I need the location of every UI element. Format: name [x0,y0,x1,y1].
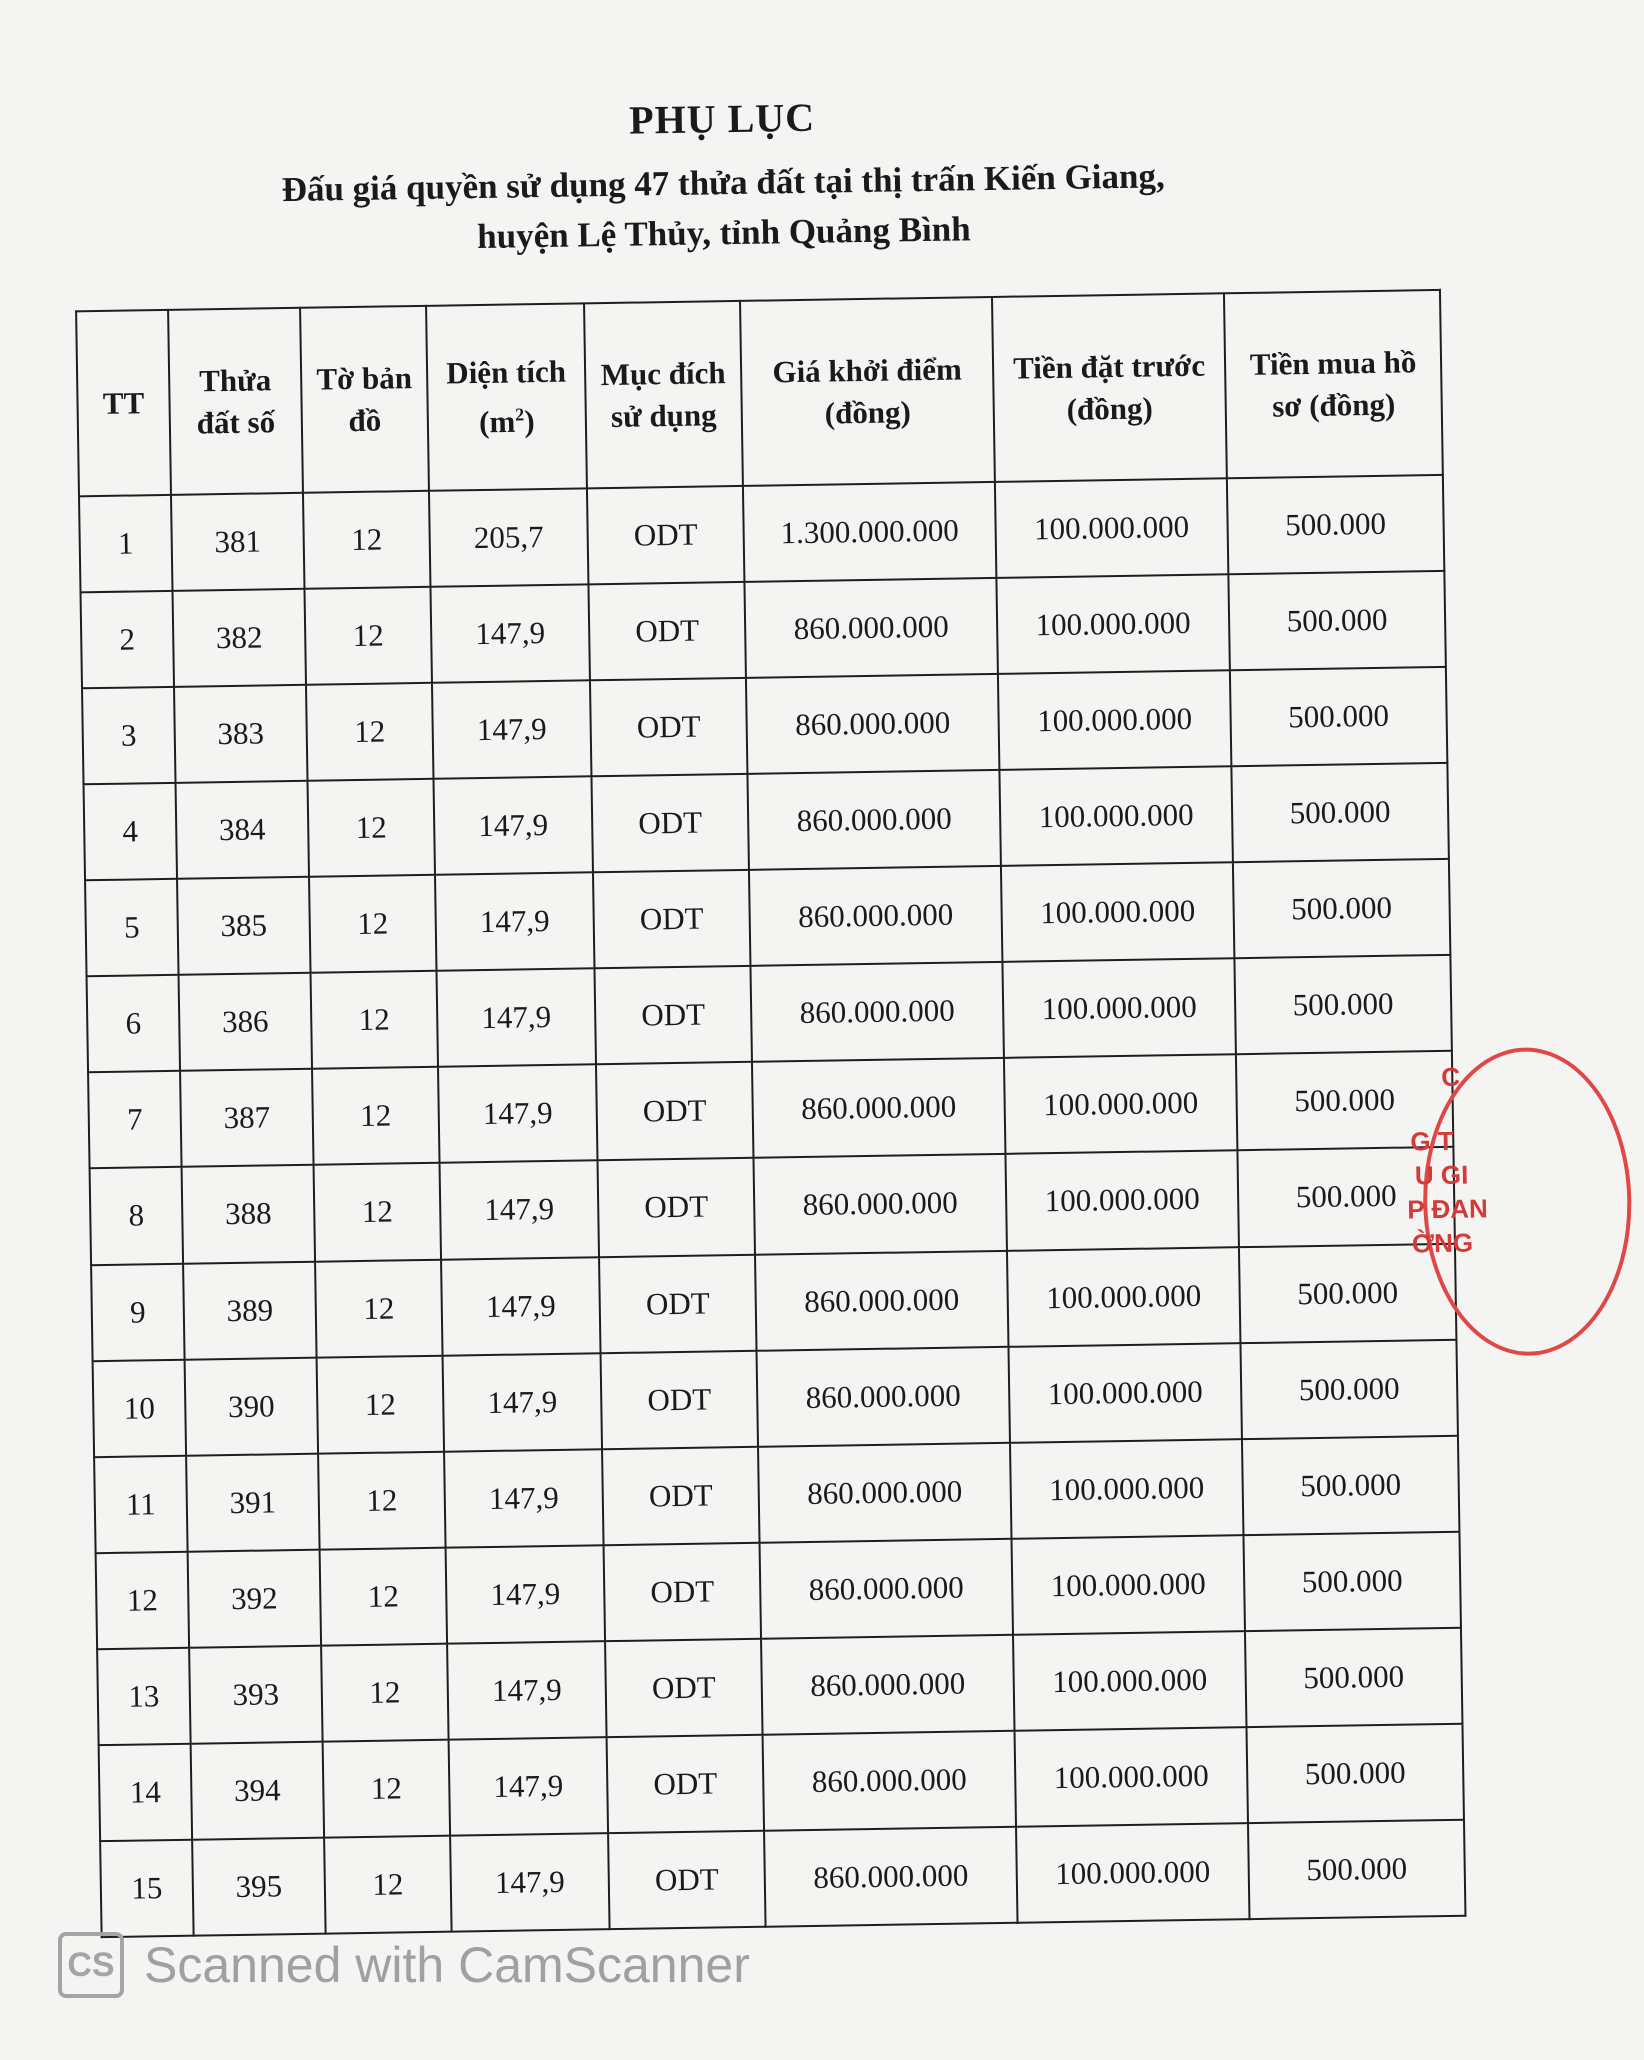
cell-area: 147,9 [444,1449,603,1548]
cell-document-fee: 500.000 [1231,763,1448,862]
header-area: Diện tích $(m^2)$ [426,303,587,490]
stamp-line: U GI [1414,1159,1469,1191]
cell-plot-number: 381 [171,493,304,591]
cell-starting-price: 860.000.000 [755,1250,1008,1350]
cell-plot-number: 393 [189,1645,322,1743]
stamp-line: ỜNG [1411,1227,1474,1259]
cell-area: 147,9 [450,1833,609,1932]
cell-tt: 11 [94,1455,187,1552]
cell-starting-price: 860.000.000 [746,674,999,774]
cell-plot-number: 390 [185,1357,318,1455]
cell-document-fee: 500.000 [1233,859,1450,958]
subtitle-line-2: huyện Lệ Thủy, tỉnh Quảng Bình [476,209,971,257]
cell-starting-price: 860.000.000 [749,866,1002,966]
cell-document-fee: 500.000 [1248,1820,1465,1920]
cell-map-sheet: 12 [306,683,433,781]
cell-tt: 3 [82,687,175,784]
cell-plot-number: 382 [173,589,306,687]
cell-area: 147,9 [438,1065,597,1164]
cell-document-fee: 500.000 [1239,1243,1456,1342]
cell-area: 147,9 [449,1737,608,1836]
cell-plot-number: 384 [176,781,309,879]
cell-deposit: 100.000.000 [1016,1823,1249,1923]
cell-document-fee: 500.000 [1240,1339,1457,1438]
cell-starting-price: 860.000.000 [758,1442,1011,1542]
cell-tt: 5 [85,879,178,976]
cell-area: 147,9 [441,1257,600,1356]
cell-document-fee: 500.000 [1243,1531,1460,1630]
watermark-text: Scanned with CamScanner [144,1937,750,1993]
cell-purpose: ODT [588,582,745,681]
cell-plot-number: 386 [179,973,312,1071]
cell-starting-price: 860.000.000 [763,1731,1016,1831]
cell-map-sheet: 12 [314,1163,441,1261]
cell-area: 147,9 [432,680,591,779]
cell-starting-price: 860.000.000 [744,578,997,678]
cell-tt: 15 [100,1840,193,1938]
cell-deposit: 100.000.000 [996,574,1229,674]
cell-tt: 14 [99,1744,192,1841]
cell-tt: 4 [84,783,177,880]
subtitle-line-1: Đấu giá quyền sử dụng 47 thửa đất tại thị trấn Kiến Giang, [281,156,1165,210]
cell-starting-price: 860.000.000 [764,1827,1017,1927]
table-header-row [76,290,1443,496]
cell-starting-price: 1.300.000.000 [743,482,996,582]
cell-document-fee: 500.000 [1242,1435,1459,1534]
cell-purpose: ODT [601,1350,758,1449]
cell-tt: 10 [93,1359,186,1456]
cell-map-sheet: 12 [304,587,431,685]
cell-starting-price: 860.000.000 [757,1346,1010,1446]
cell-purpose: ODT [607,1735,764,1834]
cell-purpose: ODT [598,1158,755,1257]
cell-purpose: ODT [587,486,744,585]
camscanner-logo-icon: CS [58,1932,124,1998]
cell-map-sheet: 12 [312,1067,439,1165]
camscanner-watermark [58,1932,750,1998]
auction-table [75,289,1466,1938]
cell-starting-price: 860.000.000 [752,1058,1005,1158]
cell-tt: 6 [87,975,180,1072]
cell-deposit: 100.000.000 [1013,1631,1246,1731]
table-row [100,1820,1465,1938]
cell-tt: 7 [88,1071,181,1168]
cell-deposit: 100.000.000 [995,478,1228,578]
cell-document-fee: 500.000 [1236,1051,1453,1150]
cell-document-fee: 500.000 [1230,667,1447,766]
cell-map-sheet: 12 [321,1643,448,1741]
cell-map-sheet: 12 [303,491,430,589]
cell-area: 147,9 [440,1161,599,1260]
cell-plot-number: 391 [186,1453,319,1551]
document-subtitle [0,147,1460,270]
header-deposit: Tiền đặt trước (đồng) [992,293,1227,482]
cell-purpose: ODT [591,774,748,873]
cell-purpose: ODT [590,678,747,777]
header-plot-number: Thửa đất số [168,308,303,495]
cell-deposit: 100.000.000 [1010,1439,1243,1539]
stamp-line: C [1441,1061,1461,1092]
cell-deposit: 100.000.000 [1001,862,1234,962]
stamp-line: P ĐAN [1407,1193,1489,1225]
cell-area: 147,9 [433,776,592,875]
cell-plot-number: 388 [182,1165,315,1263]
cell-map-sheet: 12 [311,971,438,1069]
cell-deposit: 100.000.000 [1002,959,1235,1059]
cell-tt: 13 [97,1647,190,1744]
cell-plot-number: 392 [188,1549,321,1647]
cell-deposit: 100.000.000 [1004,1055,1237,1155]
cell-area: 147,9 [430,584,589,683]
cell-purpose: ODT [605,1638,762,1737]
cell-purpose: ODT [604,1542,761,1641]
cell-tt: 8 [90,1167,183,1264]
cell-map-sheet: 12 [324,1836,451,1934]
header-document-fee: Tiền mua hồ sơ (đồng) [1224,290,1443,478]
cell-map-sheet: 12 [318,1451,445,1549]
cell-map-sheet: 12 [317,1355,444,1453]
cell-document-fee: 500.000 [1245,1628,1462,1727]
cell-map-sheet: 12 [308,779,435,877]
table-body [79,475,1465,1937]
cell-plot-number: 385 [177,877,310,975]
document-title: PHỤ LỤC [628,94,816,143]
cell-deposit: 100.000.000 [1011,1535,1244,1635]
cell-starting-price: 860.000.000 [750,962,1003,1062]
cell-plot-number: 387 [180,1069,313,1167]
cell-area: 147,9 [446,1545,605,1644]
cell-document-fee: 500.000 [1227,475,1444,574]
cell-deposit: 100.000.000 [1007,1247,1240,1347]
cell-map-sheet: 12 [323,1739,450,1837]
cell-deposit: 100.000.000 [1015,1727,1248,1827]
cell-document-fee: 500.000 [1228,571,1445,670]
cell-starting-price: 860.000.000 [753,1154,1006,1254]
cell-area: 205,7 [429,488,588,587]
cell-area: 147,9 [435,873,594,972]
cell-purpose: ODT [593,870,750,969]
cell-plot-number: 394 [191,1741,324,1839]
cell-document-fee: 500.000 [1246,1724,1463,1823]
cell-starting-price: 860.000.000 [761,1635,1014,1735]
cell-document-fee: 500.000 [1234,955,1451,1054]
cell-deposit: 100.000.000 [998,670,1231,770]
cell-plot-number: 395 [192,1838,325,1936]
cell-tt: 1 [79,495,172,592]
cell-area: 147,9 [437,969,596,1068]
cell-area: 147,9 [443,1353,602,1452]
cell-map-sheet: 12 [320,1547,447,1645]
cell-map-sheet: 12 [309,875,436,973]
cell-purpose: ODT [599,1254,756,1353]
cell-plot-number: 383 [174,685,307,783]
cell-deposit: 100.000.000 [1005,1151,1238,1251]
header-map-sheet: Tờ bản đồ [300,306,429,493]
header-tt: TT [76,310,171,496]
stamp-line: G T [1410,1125,1454,1157]
header-purpose: Mục đích sử dụng [584,301,743,488]
cell-tt: 2 [81,591,174,688]
cell-deposit: 100.000.000 [999,766,1232,866]
cell-purpose: ODT [594,966,751,1065]
cell-deposit: 100.000.000 [1008,1343,1241,1443]
cell-starting-price: 860.000.000 [747,770,1000,870]
cell-purpose: ODT [608,1831,765,1930]
cell-tt: 12 [96,1551,189,1648]
cell-purpose: ODT [602,1446,759,1545]
cell-starting-price: 860.000.000 [760,1538,1013,1638]
cell-purpose: ODT [596,1062,753,1161]
cell-map-sheet: 12 [315,1259,442,1357]
cell-area: 147,9 [447,1641,606,1740]
header-starting-price: Giá khởi điểm (đồng) [740,297,995,486]
cell-tt: 9 [91,1263,184,1360]
cell-document-fee: 500.000 [1237,1147,1454,1246]
cell-plot-number: 389 [183,1261,316,1359]
red-stamp [1401,1048,1526,1350]
